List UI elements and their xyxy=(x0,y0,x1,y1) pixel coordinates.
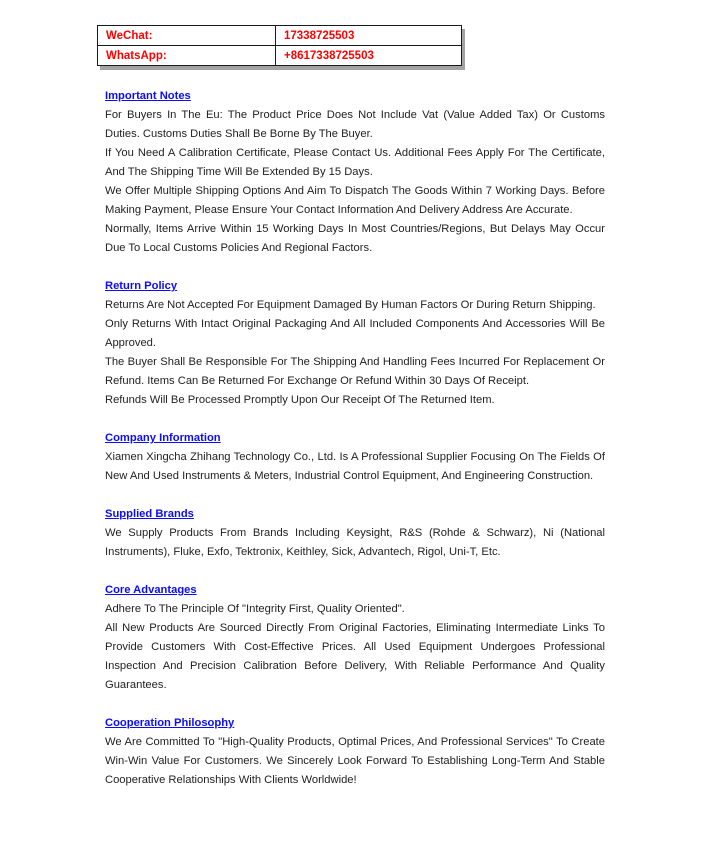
paragraph: For Buyers In The Eu: The Product Price Does Not Include Vat (Value Added Tax) Or Customs Duties. Customs Duties Shall Be Borne By The Buyer. xyxy=(105,109,605,140)
section-company-information xyxy=(105,429,605,486)
whatsapp-value: +8617338725503 xyxy=(276,46,462,66)
paragraph: Returns Are Not Accepted For Equipment Damaged By Human Factors Or During Return Shipping. xyxy=(105,299,596,311)
section-heading: Supplied Brands xyxy=(105,508,194,520)
section-core-advantages xyxy=(105,581,605,695)
paragraph: We Offer Multiple Shipping Options And Aim To Dispatch The Goods Within 7 Working Days. Before Making Payment, Please Ensure Your Contact Information And Delivery Address Are Accurate. xyxy=(105,185,605,216)
section-heading: Company Information xyxy=(105,432,221,444)
paragraph: Refunds Will Be Processed Promptly Upon Our Receipt Of The Returned Item. xyxy=(105,394,495,406)
section-supplied-brands xyxy=(105,505,605,562)
document-content xyxy=(105,87,605,790)
wechat-label: WeChat: xyxy=(98,26,276,46)
paragraph: All New Products Are Sourced Directly From Original Factories, Eliminating Intermediate Links To Provide Customers With Cost-Effective Prices. All Used Equipment Undergoes Professional Inspection And Precision Calibration Before Delivery, With Reliable Performance And Quality Guarantees. xyxy=(105,622,605,691)
section-important-notes xyxy=(105,87,605,258)
section-heading: Important Notes xyxy=(105,90,191,102)
paragraph: If You Need A Calibration Certificate, Please Contact Us. Additional Fees Apply For The Certificate, And The Shipping Time Will Be Extended By 15 Days. xyxy=(105,147,605,178)
section-heading: Core Advantages xyxy=(105,584,197,596)
wechat-value: 17338725503 xyxy=(276,26,462,46)
paragraph: Xiamen Xingcha Zhihang Technology Co., Ltd. Is A Professional Supplier Focusing On The Fields Of New And Used Instruments & Meters, Industrial Control Equipment, And Engineering Construction. xyxy=(105,451,605,482)
section-return-policy xyxy=(105,277,605,410)
paragraph: Adhere To The Principle Of "Integrity First, Quality Oriented". xyxy=(105,603,405,615)
paragraph: The Buyer Shall Be Responsible For The Shipping And Handling Fees Incurred For Replacement Or Refund. Items Can Be Returned For Exchange Or Refund Within 30 Days Of Receipt. xyxy=(105,356,605,387)
paragraph: Only Returns With Intact Original Packaging And All Included Components And Accessories Will Be Approved. xyxy=(105,318,605,349)
contact-table xyxy=(97,25,462,66)
contact-row-wechat xyxy=(98,26,462,46)
section-heading: Return Policy xyxy=(105,280,178,292)
paragraph: We Are Committed To "High-Quality Products, Optimal Prices, And Professional Services" To Create Win-Win Value For Customers. We Sincerely Look Forward To Establishing Long-Term And Stable Cooperative Relationships With Clients Worldwide! xyxy=(105,736,605,786)
section-cooperation-philosophy xyxy=(105,714,605,790)
whatsapp-label: WhatsApp: xyxy=(98,46,276,66)
paragraph: We Supply Products From Brands Including Keysight, R&S (Rohde & Schwarz), Ni (National Instruments), Fluke, Exfo, Tektronix, Keithley, Sick, Advantech, Rigol, Uni-T, Etc. xyxy=(105,527,605,558)
contact-row-whatsapp xyxy=(98,46,462,66)
paragraph: Normally, Items Arrive Within 15 Working Days In Most Countries/Regions, But Delays May Occur Due To Local Customs Policies And Regional Factors. xyxy=(105,223,605,254)
section-heading: Cooperation Philosophy xyxy=(105,717,235,729)
